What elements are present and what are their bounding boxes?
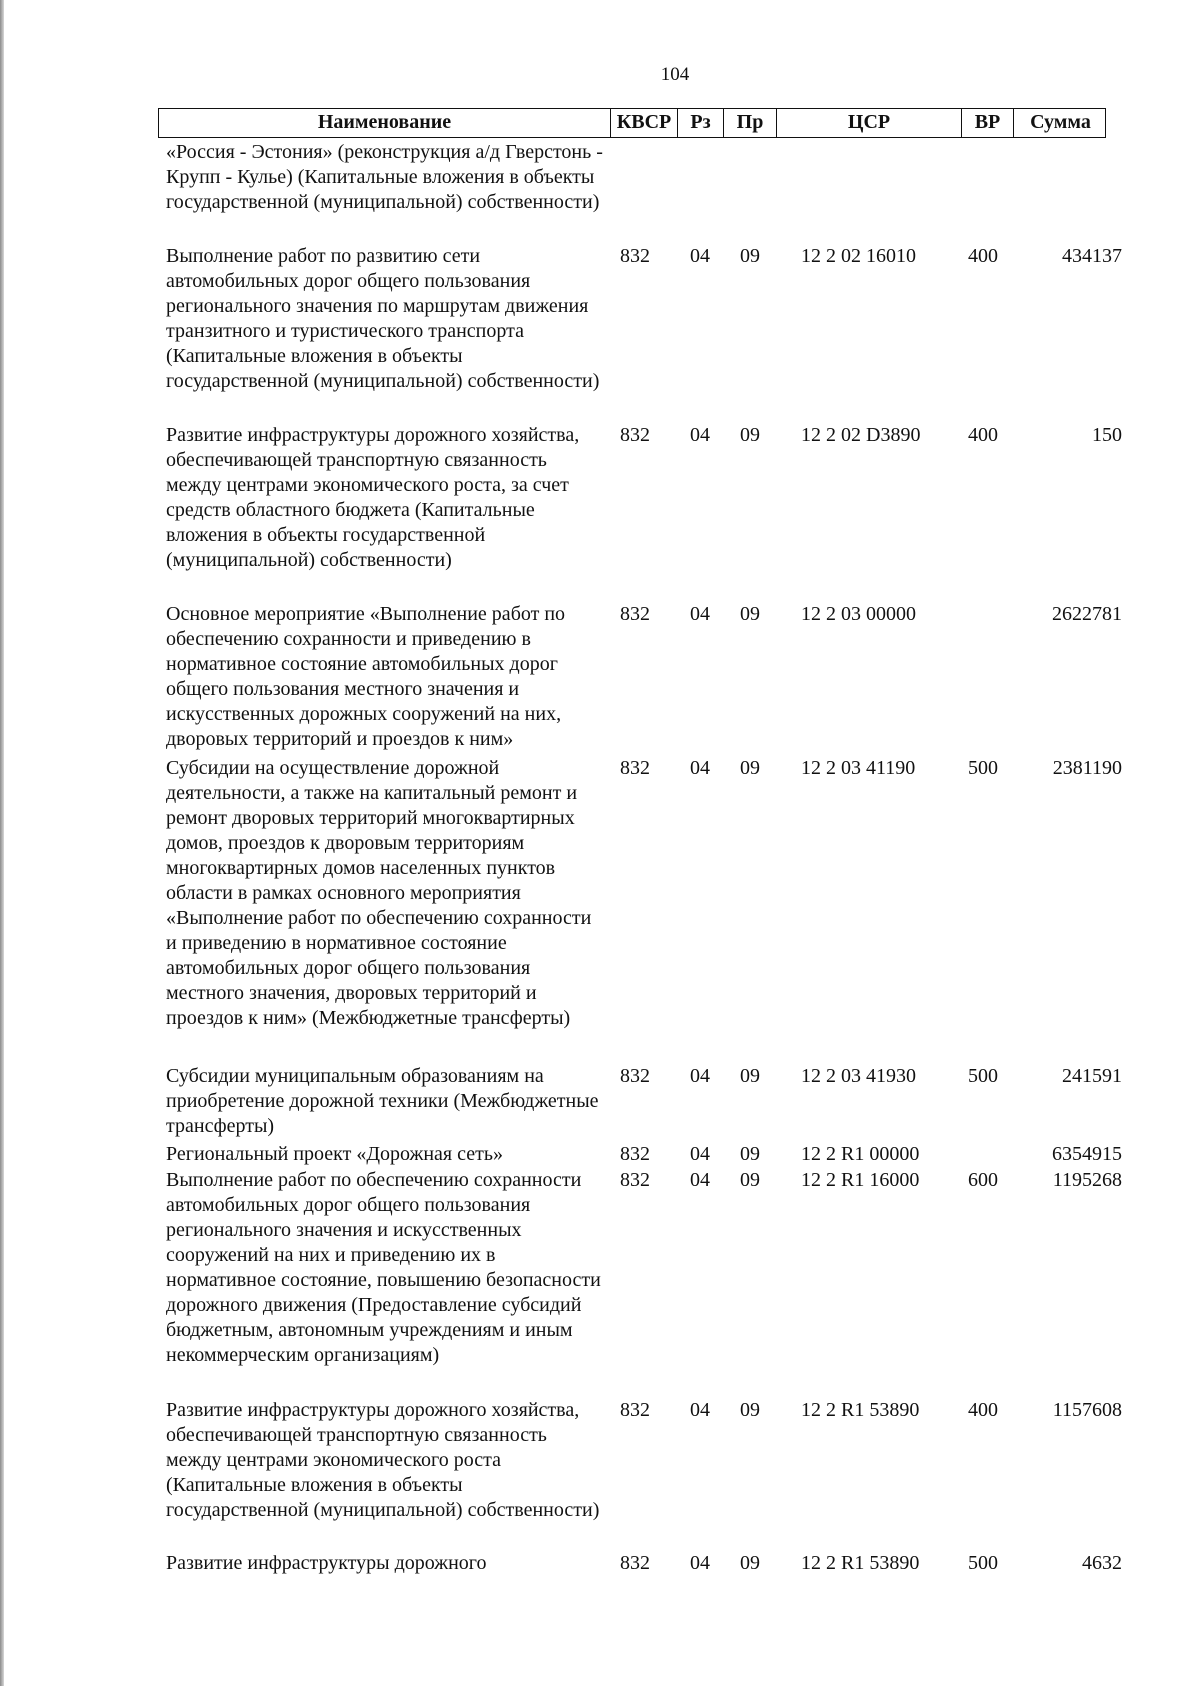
page-number: 104 (660, 64, 690, 85)
row-csr: 12 2 R1 16000 (801, 1169, 920, 1191)
row-sum: 1157608 (1052, 1399, 1122, 1421)
row-kvsr: 832 (620, 245, 650, 267)
row-pr: 09 (740, 1552, 760, 1574)
row-sum: 241591 (1062, 1065, 1122, 1087)
row-csr: 12 2 R1 00000 (801, 1143, 920, 1165)
row-csr: 12 2 02 D3890 (801, 424, 921, 446)
row-name: «Россия - Эстония» (реконструкция а/д Гверстонь - Крупп - Кулье) (Капитальные вложения в объекты государственной (муниципальной) собственности) (166, 141, 603, 213)
row-pr: 09 (740, 245, 760, 267)
row-name: Развитие инфраструктуры дорожного хозяйства, обеспечивающей транспортную связанность между центрами экономического роста, за счет средств областного бюджета (Капитальные вложения в объекты государственной (муниципальной) собственности) (166, 424, 580, 571)
row-kvsr: 832 (620, 757, 650, 779)
scan-edge (0, 0, 4, 1686)
row-pr: 09 (740, 1399, 760, 1421)
header-sum: Сумма (1030, 111, 1091, 133)
row-kvsr: 832 (620, 1065, 650, 1087)
row-name: Субсидии на осуществление дорожной деятельности, а также на капитальный ремонт и ремонт дворовых территорий многоквартирных домов, проездов к дворовым территориям многоквартирных домов населенных пунктов области в рамках основного мероприятия «Выполнение работ по обеспечению сохранности и приведению в нормативное состояние автомобильных дорог общего пользования местного значения, дворовых территорий и проездов к ним» (Межбюджетные трансферты) (166, 757, 592, 1029)
header-name: Наименование (159, 109, 611, 137)
table-header (158, 108, 1106, 138)
row-rz: 04 (690, 424, 710, 446)
row-rz: 04 (690, 757, 710, 779)
header-kvsr: КВСР (611, 109, 678, 137)
row-vr: 500 (968, 1552, 998, 1574)
row-sum: 4632 (1082, 1552, 1122, 1574)
row-csr: 12 2 R1 53890 (801, 1399, 920, 1421)
header-vr: ВР (962, 109, 1014, 137)
header-pr: Пр (724, 109, 777, 137)
row-kvsr: 832 (620, 1552, 650, 1574)
row-vr: 400 (968, 424, 998, 446)
row-csr: 12 2 03 41190 (801, 757, 916, 779)
row-sum: 6354915 (1052, 1143, 1122, 1165)
row-vr: 400 (968, 1399, 998, 1421)
row-rz: 04 (690, 1399, 710, 1421)
row-kvsr: 832 (620, 1169, 650, 1191)
row-sum: 2381190 (1052, 757, 1122, 779)
row-sum: 434137 (1062, 245, 1122, 267)
row-rz: 04 (690, 1065, 710, 1087)
header-rz: Рз (678, 109, 724, 137)
row-name: Выполнение работ по развитию сети автомобильных дорог общего пользования регионального значения по маршрутам движения транзитного и туристического транспорта (Капитальные вложения в объекты государственной (муниципальной) собственности) (166, 245, 600, 392)
row-name: Региональный проект «Дорожная сеть» (166, 1143, 503, 1165)
row-pr: 09 (740, 757, 760, 779)
row-rz: 04 (690, 1169, 710, 1191)
row-sum: 150 (1092, 424, 1122, 446)
row-name: Выполнение работ по обеспечению сохранности автомобильных дорог общего пользования регионального значения и искусственных сооружений на них и приведению их в нормативное состояние, повышению безопасности дорожного движения (Предоставление субсидий бюджетным, автономным учреждениям и иным некоммерческим организациям) (166, 1169, 601, 1366)
row-vr: 500 (968, 1065, 998, 1087)
row-kvsr: 832 (620, 603, 650, 625)
row-csr: 12 2 R1 53890 (801, 1552, 920, 1574)
row-name: Развитие инфраструктуры дорожного хозяйства, обеспечивающей транспортную связанность между центрами экономического роста (Капитальные вложения в объекты государственной (муниципальной) собственности) (166, 1399, 600, 1521)
row-csr: 12 2 03 41930 (801, 1065, 916, 1087)
row-sum: 2622781 (1052, 603, 1122, 625)
row-csr: 12 2 02 16010 (801, 245, 916, 267)
row-csr: 12 2 03 00000 (801, 603, 916, 625)
row-pr: 09 (740, 1169, 760, 1191)
row-name: Развитие инфраструктуры дорожного (166, 1552, 487, 1574)
row-pr: 09 (740, 1065, 760, 1087)
row-vr: 400 (968, 245, 998, 267)
row-pr: 09 (740, 1143, 760, 1165)
row-rz: 04 (690, 1143, 710, 1165)
row-rz: 04 (690, 603, 710, 625)
row-kvsr: 832 (620, 1399, 650, 1421)
row-name: Субсидии муниципальным образованиям на приобретение дорожной техники (Межбюджетные трансферты) (166, 1065, 599, 1137)
row-kvsr: 832 (620, 424, 650, 446)
row-rz: 04 (690, 245, 710, 267)
row-vr: 600 (968, 1169, 998, 1191)
row-rz: 04 (690, 1552, 710, 1574)
row-pr: 09 (740, 424, 760, 446)
header-csr: ЦСР (777, 109, 962, 137)
row-pr: 09 (740, 603, 760, 625)
row-name: Основное мероприятие «Выполнение работ по обеспечению сохранности и приведению в нормативное состояние автомобильных дорог общего пользования местного значения и искусственных дорожных сооружений на них, дворовых территорий и проездов к ним» (166, 603, 566, 750)
row-vr: 500 (968, 757, 998, 779)
row-sum: 1195268 (1052, 1169, 1122, 1191)
row-kvsr: 832 (620, 1143, 650, 1165)
